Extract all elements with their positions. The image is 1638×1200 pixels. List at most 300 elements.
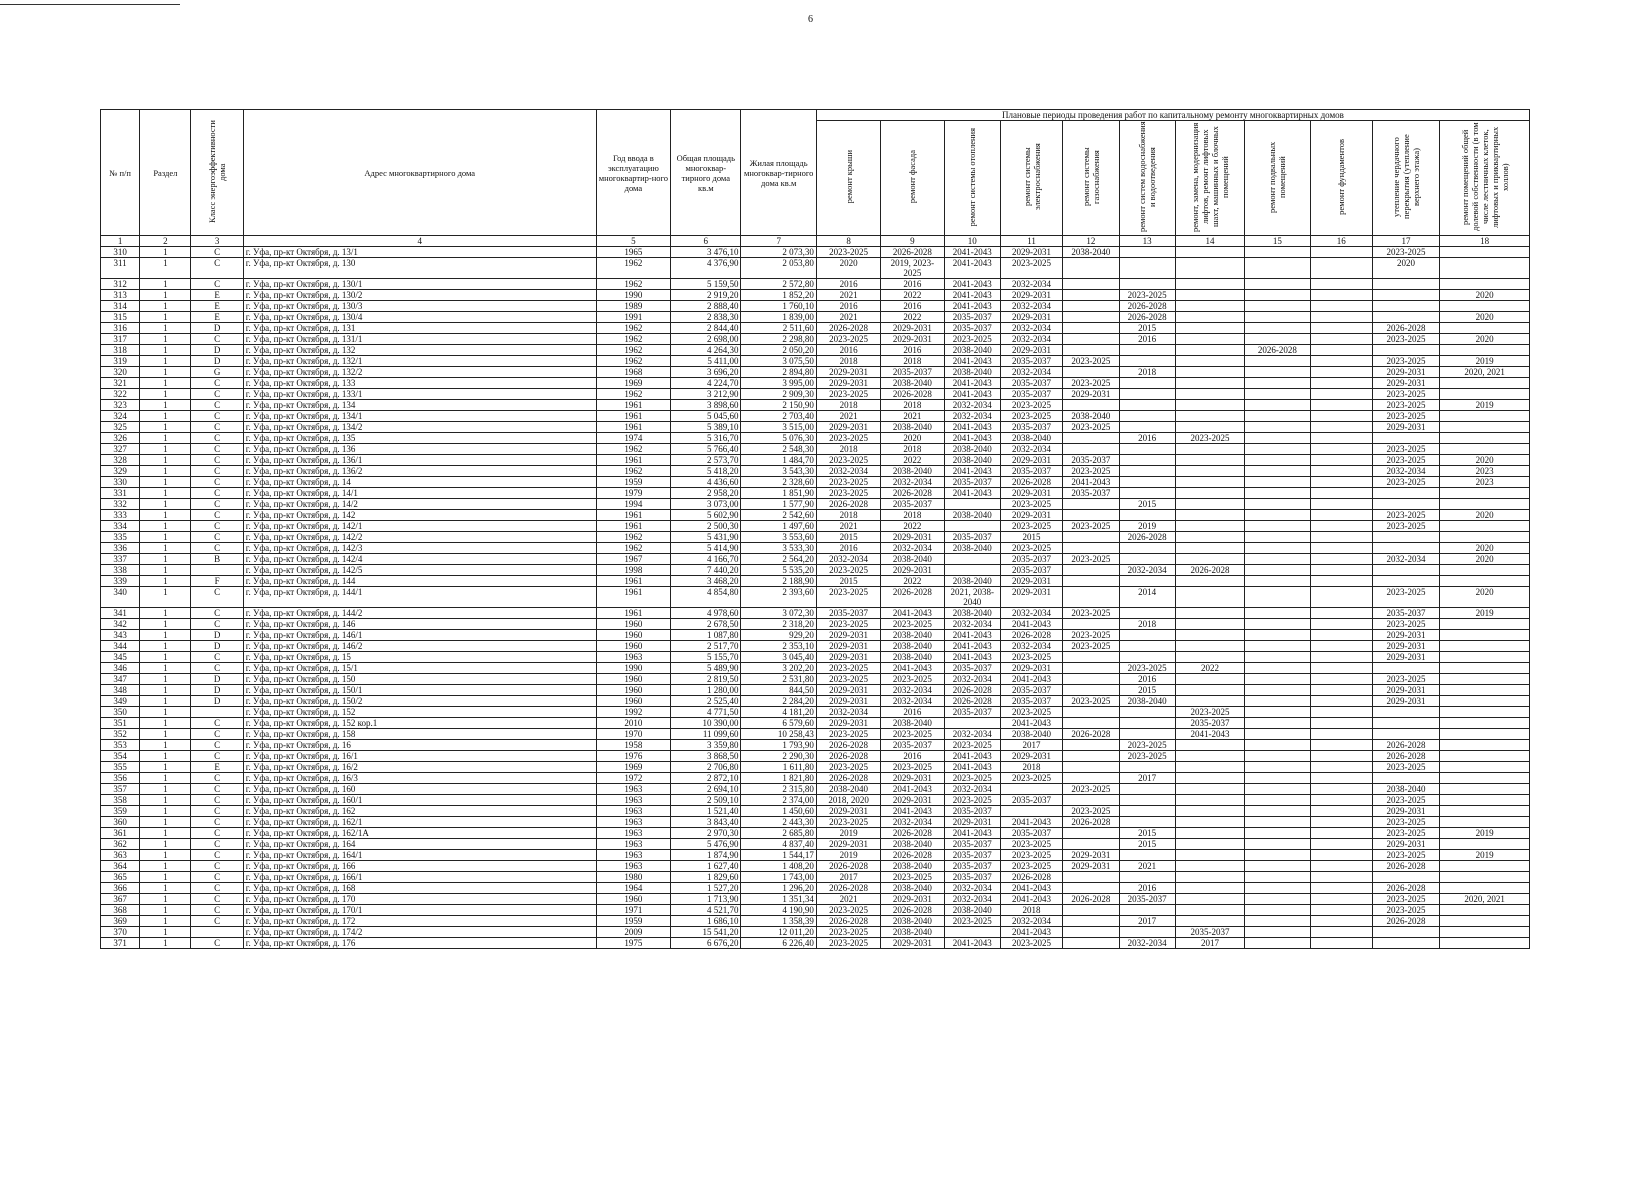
- year-built-cell: 1964: [596, 883, 670, 894]
- address-cell: г. Уфа, пр-кт Октября, д. 132/1: [243, 356, 596, 367]
- table-row: [101, 400, 1530, 411]
- year-built-cell: 1990: [596, 663, 670, 674]
- water-repair-cell: [1119, 872, 1175, 883]
- table-row: [101, 817, 1530, 828]
- table-row: [101, 466, 1530, 477]
- electric-repair-cell: 2023-2025: [1000, 707, 1062, 718]
- column-number-row: [101, 236, 1530, 247]
- common-areas-repair-cell: [1440, 740, 1530, 751]
- energy-class-cell: C: [191, 411, 243, 422]
- heating-repair-cell: 2023-2025: [944, 773, 1000, 784]
- roof-repair-cell: 2026-2028: [816, 323, 880, 334]
- foundation-repair-cell: [1310, 543, 1372, 554]
- living-area-cell: 1 577,90: [741, 499, 816, 510]
- water-repair-cell: [1119, 411, 1175, 422]
- living-area-cell: 1 296,20: [741, 883, 816, 894]
- heating-repair-cell: 2041-2043: [944, 488, 1000, 499]
- living-area-cell: 2 298,80: [741, 334, 816, 345]
- facade-repair-cell: 2026-2028: [881, 587, 944, 608]
- address-cell: г. Уфа, пр-кт Октября, д. 146: [243, 619, 596, 630]
- living-area-cell: 2 318,20: [741, 619, 816, 630]
- total-area-cell: 4 521,70: [671, 905, 741, 916]
- electric-repair-cell: 2032-2034: [1000, 916, 1062, 927]
- attic-insulation-cell: [1372, 312, 1439, 323]
- energy-class-cell: E: [191, 762, 243, 773]
- foundation-repair-cell: [1310, 916, 1372, 927]
- heating-repair-cell: 2041-2043: [944, 279, 1000, 290]
- lift-repair-cell: [1175, 751, 1244, 762]
- gas-repair-cell: 2023-2025: [1063, 521, 1119, 532]
- facade-repair-cell: 2038-2040: [881, 466, 944, 477]
- gas-repair-cell: 2026-2028: [1063, 729, 1119, 740]
- basement-repair-cell: [1245, 927, 1310, 938]
- heating-repair-cell: [944, 521, 1000, 532]
- roof-repair-cell: 2026-2028: [816, 751, 880, 762]
- roof-repair-cell: 2023-2025: [816, 477, 880, 488]
- foundation-repair-cell: [1310, 488, 1372, 499]
- heating-repair-cell: 2032-2034: [944, 674, 1000, 685]
- lift-repair-cell: 2022: [1175, 663, 1244, 674]
- razdel-cell: 1: [140, 608, 191, 619]
- living-area-cell: 12 011,20: [741, 927, 816, 938]
- facade-repair-cell: 2016: [881, 279, 944, 290]
- table-row: [101, 576, 1530, 587]
- living-area-cell: 1 358,39: [741, 916, 816, 927]
- lift-repair-cell: 2035-2037: [1175, 927, 1244, 938]
- foundation-repair-cell: [1310, 400, 1372, 411]
- gas-repair-cell: [1063, 718, 1119, 729]
- foundation-repair-cell: [1310, 334, 1372, 345]
- header-work-basement: ремонт подвальных помещений: [1245, 121, 1310, 236]
- razdel-cell: 1: [140, 433, 191, 444]
- foundation-repair-cell: [1310, 619, 1372, 630]
- lift-repair-cell: [1175, 323, 1244, 334]
- facade-repair-cell: 2029-2031: [881, 334, 944, 345]
- heating-repair-cell: 2038-2040: [944, 608, 1000, 619]
- living-area-cell: 1 450,60: [741, 806, 816, 817]
- attic-insulation-cell: 2023-2025: [1372, 510, 1439, 521]
- basement-repair-cell: [1245, 258, 1310, 279]
- living-area-cell: 1 851,90: [741, 488, 816, 499]
- energy-class-cell: C: [191, 740, 243, 751]
- column-number-cell: 5: [596, 236, 670, 247]
- gas-repair-cell: [1063, 345, 1119, 356]
- header-razdel: Раздел: [140, 110, 191, 236]
- roof-repair-cell: 2023-2025: [816, 334, 880, 345]
- facade-repair-cell: 2023-2025: [881, 872, 944, 883]
- basement-repair-cell: [1245, 554, 1310, 565]
- total-area-cell: 1 627,40: [671, 861, 741, 872]
- gas-repair-cell: 2023-2025: [1063, 608, 1119, 619]
- electric-repair-cell: 2029-2031: [1000, 312, 1062, 323]
- row-number-cell: 324: [101, 411, 140, 422]
- attic-insulation-cell: 2023-2025: [1372, 817, 1439, 828]
- address-cell: г. Уфа, пр-кт Октября, д. 134/1: [243, 411, 596, 422]
- living-area-cell: 2 542,60: [741, 510, 816, 521]
- foundation-repair-cell: [1310, 718, 1372, 729]
- gas-repair-cell: [1063, 334, 1119, 345]
- water-repair-cell: 2026-2028: [1119, 532, 1175, 543]
- water-repair-cell: 2038-2040: [1119, 696, 1175, 707]
- facade-repair-cell: 2029-2031: [881, 323, 944, 334]
- year-built-cell: 1960: [596, 674, 670, 685]
- energy-class-cell: C: [191, 488, 243, 499]
- heating-repair-cell: 2035-2037: [944, 861, 1000, 872]
- water-repair-cell: 2016: [1119, 883, 1175, 894]
- common-areas-repair-cell: [1440, 247, 1530, 258]
- basement-repair-cell: [1245, 850, 1310, 861]
- facade-repair-cell: 2032-2034: [881, 477, 944, 488]
- facade-repair-cell: 2023-2025: [881, 729, 944, 740]
- razdel-cell: 1: [140, 488, 191, 499]
- address-cell: г. Уфа, пр-кт Октября, д. 146/1: [243, 630, 596, 641]
- address-cell: г. Уфа, пр-кт Октября, д. 144: [243, 576, 596, 587]
- electric-repair-cell: 2035-2037: [1000, 389, 1062, 400]
- common-areas-repair-cell: 2020: [1440, 334, 1530, 345]
- basement-repair-cell: [1245, 356, 1310, 367]
- basement-repair-cell: [1245, 587, 1310, 608]
- electric-repair-cell: [1000, 806, 1062, 817]
- electric-repair-cell: 2023-2025: [1000, 400, 1062, 411]
- facade-repair-cell: 2026-2028: [881, 828, 944, 839]
- razdel-cell: 1: [140, 916, 191, 927]
- address-cell: г. Уфа, пр-кт Октября, д. 131: [243, 323, 596, 334]
- energy-class-cell: D: [191, 674, 243, 685]
- razdel-cell: 1: [140, 861, 191, 872]
- attic-insulation-cell: 2032-2034: [1372, 466, 1439, 477]
- electric-repair-cell: 2023-2025: [1000, 773, 1062, 784]
- electric-repair-cell: 2017: [1000, 740, 1062, 751]
- roof-repair-cell: 2023-2025: [816, 729, 880, 740]
- address-cell: г. Уфа, пр-кт Октября, д. 174/2: [243, 927, 596, 938]
- roof-repair-cell: 2023-2025: [816, 663, 880, 674]
- electric-repair-cell: 2023-2025: [1000, 652, 1062, 663]
- year-built-cell: 1962: [596, 334, 670, 345]
- row-number-cell: 315: [101, 312, 140, 323]
- water-repair-cell: 2021: [1119, 861, 1175, 872]
- year-built-cell: 1961: [596, 587, 670, 608]
- year-built-cell: 1962: [596, 279, 670, 290]
- gas-repair-cell: [1063, 619, 1119, 630]
- table-row: [101, 630, 1530, 641]
- address-cell: г. Уфа, пр-кт Октября, д. 134/2: [243, 422, 596, 433]
- electric-repair-cell: 2035-2037: [1000, 696, 1062, 707]
- razdel-cell: 1: [140, 619, 191, 630]
- electric-repair-cell: 2023-2025: [1000, 861, 1062, 872]
- attic-insulation-cell: 2023-2025: [1372, 521, 1439, 532]
- roof-repair-cell: 2038-2040: [816, 784, 880, 795]
- living-area-cell: 2 290,30: [741, 751, 816, 762]
- heating-repair-cell: 2041-2043: [944, 630, 1000, 641]
- row-number-cell: 340: [101, 587, 140, 608]
- electric-repair-cell: 2029-2031: [1000, 663, 1062, 674]
- total-area-cell: 5 418,20: [671, 466, 741, 477]
- table-row: [101, 378, 1530, 389]
- razdel-cell: 1: [140, 751, 191, 762]
- heating-repair-cell: 2041-2043: [944, 641, 1000, 652]
- electric-repair-cell: 2041-2043: [1000, 927, 1062, 938]
- energy-class-cell: C: [191, 729, 243, 740]
- lift-repair-cell: [1175, 499, 1244, 510]
- energy-class-cell: C: [191, 455, 243, 466]
- address-cell: г. Уфа, пр-кт Октября, д. 150/1: [243, 685, 596, 696]
- razdel-cell: 1: [140, 378, 191, 389]
- roof-repair-cell: 2021: [816, 312, 880, 323]
- facade-repair-cell: 2018: [881, 400, 944, 411]
- attic-insulation-cell: 2023-2025: [1372, 619, 1439, 630]
- address-cell: г. Уфа, пр-кт Октября, д. 131/1: [243, 334, 596, 345]
- common-areas-repair-cell: [1440, 630, 1530, 641]
- attic-insulation-cell: 2023-2025: [1372, 894, 1439, 905]
- heating-repair-cell: 2032-2034: [944, 784, 1000, 795]
- roof-repair-cell: 2020: [816, 258, 880, 279]
- facade-repair-cell: 2026-2028: [881, 850, 944, 861]
- table-row: [101, 499, 1530, 510]
- row-number-cell: 332: [101, 499, 140, 510]
- basement-repair-cell: [1245, 466, 1310, 477]
- row-number-cell: 316: [101, 323, 140, 334]
- address-cell: г. Уфа, пр-кт Октября, д. 142/4: [243, 554, 596, 565]
- foundation-repair-cell: [1310, 751, 1372, 762]
- electric-repair-cell: 2029-2031: [1000, 510, 1062, 521]
- water-repair-cell: 2015: [1119, 828, 1175, 839]
- living-area-cell: 2 909,30: [741, 389, 816, 400]
- row-number-cell: 336: [101, 543, 140, 554]
- living-area-cell: 2 315,80: [741, 784, 816, 795]
- razdel-cell: 1: [140, 521, 191, 532]
- year-built-cell: 1962: [596, 258, 670, 279]
- attic-insulation-cell: [1372, 499, 1439, 510]
- row-number-cell: 326: [101, 433, 140, 444]
- lift-repair-cell: [1175, 850, 1244, 861]
- page-number: 6: [808, 14, 813, 25]
- header-class: [191, 110, 243, 236]
- address-cell: г. Уфа, пр-кт Октября, д. 136/1: [243, 455, 596, 466]
- address-cell: г. Уфа, пр-кт Октября, д. 166: [243, 861, 596, 872]
- year-built-cell: 1963: [596, 828, 670, 839]
- razdel-cell: 1: [140, 883, 191, 894]
- water-repair-cell: 2016: [1119, 674, 1175, 685]
- attic-insulation-cell: [1372, 773, 1439, 784]
- common-areas-repair-cell: [1440, 565, 1530, 576]
- row-number-cell: 330: [101, 477, 140, 488]
- lift-repair-cell: [1175, 905, 1244, 916]
- total-area-cell: 1 713,90: [671, 894, 741, 905]
- row-number-cell: 341: [101, 608, 140, 619]
- roof-repair-cell: 2018: [816, 444, 880, 455]
- heating-repair-cell: 2035-2037: [944, 323, 1000, 334]
- roof-repair-cell: 2016: [816, 543, 880, 554]
- address-cell: г. Уфа, пр-кт Октября, д. 168: [243, 883, 596, 894]
- table-row: [101, 729, 1530, 740]
- facade-repair-cell: 2018: [881, 444, 944, 455]
- roof-repair-cell: 2026-2028: [816, 883, 880, 894]
- living-area-cell: 1 821,80: [741, 773, 816, 784]
- facade-repair-cell: 2038-2040: [881, 422, 944, 433]
- total-area-cell: 5 389,10: [671, 422, 741, 433]
- heating-repair-cell: 2041-2043: [944, 466, 1000, 477]
- table-row: [101, 587, 1530, 608]
- total-area-cell: 4 978,60: [671, 608, 741, 619]
- heating-repair-cell: [944, 499, 1000, 510]
- water-repair-cell: [1119, 422, 1175, 433]
- column-number-cell: 16: [1310, 236, 1372, 247]
- facade-repair-cell: 2022: [881, 576, 944, 587]
- foundation-repair-cell: [1310, 411, 1372, 422]
- razdel-cell: 1: [140, 762, 191, 773]
- total-area-cell: 2 678,50: [671, 619, 741, 630]
- address-cell: г. Уфа, пр-кт Октября, д. 160/1: [243, 795, 596, 806]
- roof-repair-cell: 2029-2031: [816, 685, 880, 696]
- water-repair-cell: [1119, 378, 1175, 389]
- foundation-repair-cell: [1310, 784, 1372, 795]
- lift-repair-cell: 2017: [1175, 938, 1244, 949]
- row-number-cell: 354: [101, 751, 140, 762]
- year-built-cell: 1960: [596, 685, 670, 696]
- heating-repair-cell: 2041-2043: [944, 762, 1000, 773]
- address-cell: г. Уфа, пр-кт Октября, д. 150/2: [243, 696, 596, 707]
- address-cell: г. Уфа, пр-кт Октября, д. 14/2: [243, 499, 596, 510]
- water-repair-cell: 2015: [1119, 839, 1175, 850]
- water-repair-cell: [1119, 927, 1175, 938]
- attic-insulation-cell: 2038-2040: [1372, 784, 1439, 795]
- table-body: [101, 247, 1530, 949]
- lift-repair-cell: [1175, 279, 1244, 290]
- roof-repair-cell: 2029-2031: [816, 696, 880, 707]
- basement-repair-cell: [1245, 619, 1310, 630]
- total-area-cell: 2 919,20: [671, 290, 741, 301]
- table-row: [101, 883, 1530, 894]
- razdel-cell: 1: [140, 674, 191, 685]
- energy-class-cell: D: [191, 630, 243, 641]
- living-area-cell: 3 515,00: [741, 422, 816, 433]
- electric-repair-cell: 2032-2034: [1000, 323, 1062, 334]
- address-cell: г. Уфа, пр-кт Октября, д. 130/4: [243, 312, 596, 323]
- lift-repair-cell: 2023-2025: [1175, 707, 1244, 718]
- roof-repair-cell: 2023-2025: [816, 488, 880, 499]
- basement-repair-cell: [1245, 334, 1310, 345]
- facade-repair-cell: 2021: [881, 411, 944, 422]
- header-area-total: Общая площадь многоквар-тирного дома кв.м: [671, 110, 741, 236]
- water-repair-cell: 2018: [1119, 367, 1175, 378]
- razdel-cell: 1: [140, 806, 191, 817]
- gas-repair-cell: [1063, 258, 1119, 279]
- lift-repair-cell: 2035-2037: [1175, 718, 1244, 729]
- razdel-cell: 1: [140, 938, 191, 949]
- foundation-repair-cell: [1310, 301, 1372, 312]
- energy-class-cell: E: [191, 301, 243, 312]
- living-area-cell: 2 353,10: [741, 641, 816, 652]
- year-built-cell: 1963: [596, 850, 670, 861]
- row-number-cell: 371: [101, 938, 140, 949]
- column-number-cell: 4: [243, 236, 596, 247]
- row-number-cell: 337: [101, 554, 140, 565]
- gas-repair-cell: 2029-2031: [1063, 861, 1119, 872]
- water-repair-cell: [1119, 466, 1175, 477]
- razdel-cell: 1: [140, 301, 191, 312]
- energy-class-cell: C: [191, 751, 243, 762]
- total-area-cell: 2 517,70: [671, 641, 741, 652]
- roof-repair-cell: 2023-2025: [816, 455, 880, 466]
- common-areas-repair-cell: 2020, 2021: [1440, 894, 1530, 905]
- address-cell: г. Уфа, пр-кт Октября, д. 15: [243, 652, 596, 663]
- attic-insulation-cell: [1372, 872, 1439, 883]
- table-row: [101, 433, 1530, 444]
- row-number-cell: 349: [101, 696, 140, 707]
- year-built-cell: 1960: [596, 894, 670, 905]
- attic-insulation-cell: 2023-2025: [1372, 400, 1439, 411]
- heating-repair-cell: [944, 554, 1000, 565]
- foundation-repair-cell: [1310, 389, 1372, 400]
- row-number-cell: 365: [101, 872, 140, 883]
- table-row: [101, 784, 1530, 795]
- year-built-cell: 1971: [596, 905, 670, 916]
- row-number-cell: 364: [101, 861, 140, 872]
- common-areas-repair-cell: [1440, 488, 1530, 499]
- total-area-cell: 3 696,20: [671, 367, 741, 378]
- common-areas-repair-cell: [1440, 411, 1530, 422]
- total-area-cell: 5 155,70: [671, 652, 741, 663]
- electric-repair-cell: 2041-2043: [1000, 894, 1062, 905]
- total-area-cell: 11 099,60: [671, 729, 741, 740]
- year-built-cell: 1959: [596, 916, 670, 927]
- header-work-water: ремонт систем водоснабжения и водоотведения: [1119, 121, 1175, 236]
- table-row: [101, 839, 1530, 850]
- address-cell: г. Уфа, пр-кт Октября, д. 164/1: [243, 850, 596, 861]
- foundation-repair-cell: [1310, 521, 1372, 532]
- living-area-cell: 3 553,60: [741, 532, 816, 543]
- water-repair-cell: 2026-2028: [1119, 301, 1175, 312]
- foundation-repair-cell: [1310, 817, 1372, 828]
- razdel-cell: 1: [140, 532, 191, 543]
- common-areas-repair-cell: [1440, 839, 1530, 850]
- total-area-cell: 5 316,70: [671, 433, 741, 444]
- total-area-cell: 1 829,60: [671, 872, 741, 883]
- water-repair-cell: 2015: [1119, 323, 1175, 334]
- table-row: [101, 674, 1530, 685]
- electric-repair-cell: 2023-2025: [1000, 521, 1062, 532]
- gas-repair-cell: 2035-2037: [1063, 488, 1119, 499]
- lift-repair-cell: [1175, 345, 1244, 356]
- razdel-cell: 1: [140, 323, 191, 334]
- basement-repair-cell: [1245, 828, 1310, 839]
- roof-repair-cell: 2035-2037: [816, 608, 880, 619]
- year-built-cell: 2010: [596, 718, 670, 729]
- total-area-cell: 1 521,40: [671, 806, 741, 817]
- year-built-cell: 1962: [596, 356, 670, 367]
- total-area-cell: 5 766,40: [671, 444, 741, 455]
- top-rule: [0, 4, 180, 5]
- total-area-cell: 2 872,10: [671, 773, 741, 784]
- roof-repair-cell: 2021: [816, 411, 880, 422]
- gas-repair-cell: [1063, 674, 1119, 685]
- heating-repair-cell: 2041-2043: [944, 422, 1000, 433]
- electric-repair-cell: 2035-2037: [1000, 685, 1062, 696]
- common-areas-repair-cell: 2019: [1440, 356, 1530, 367]
- gas-repair-cell: [1063, 290, 1119, 301]
- facade-repair-cell: 2029-2031: [881, 938, 944, 949]
- heating-repair-cell: 2038-2040: [944, 543, 1000, 554]
- energy-class-cell: C: [191, 279, 243, 290]
- year-built-cell: 1962: [596, 345, 670, 356]
- electric-repair-cell: 2041-2043: [1000, 883, 1062, 894]
- foundation-repair-cell: [1310, 477, 1372, 488]
- row-number-cell: 355: [101, 762, 140, 773]
- common-areas-repair-cell: [1440, 641, 1530, 652]
- energy-class-cell: G: [191, 367, 243, 378]
- common-areas-repair-cell: 2020: [1440, 455, 1530, 466]
- living-area-cell: 1 852,20: [741, 290, 816, 301]
